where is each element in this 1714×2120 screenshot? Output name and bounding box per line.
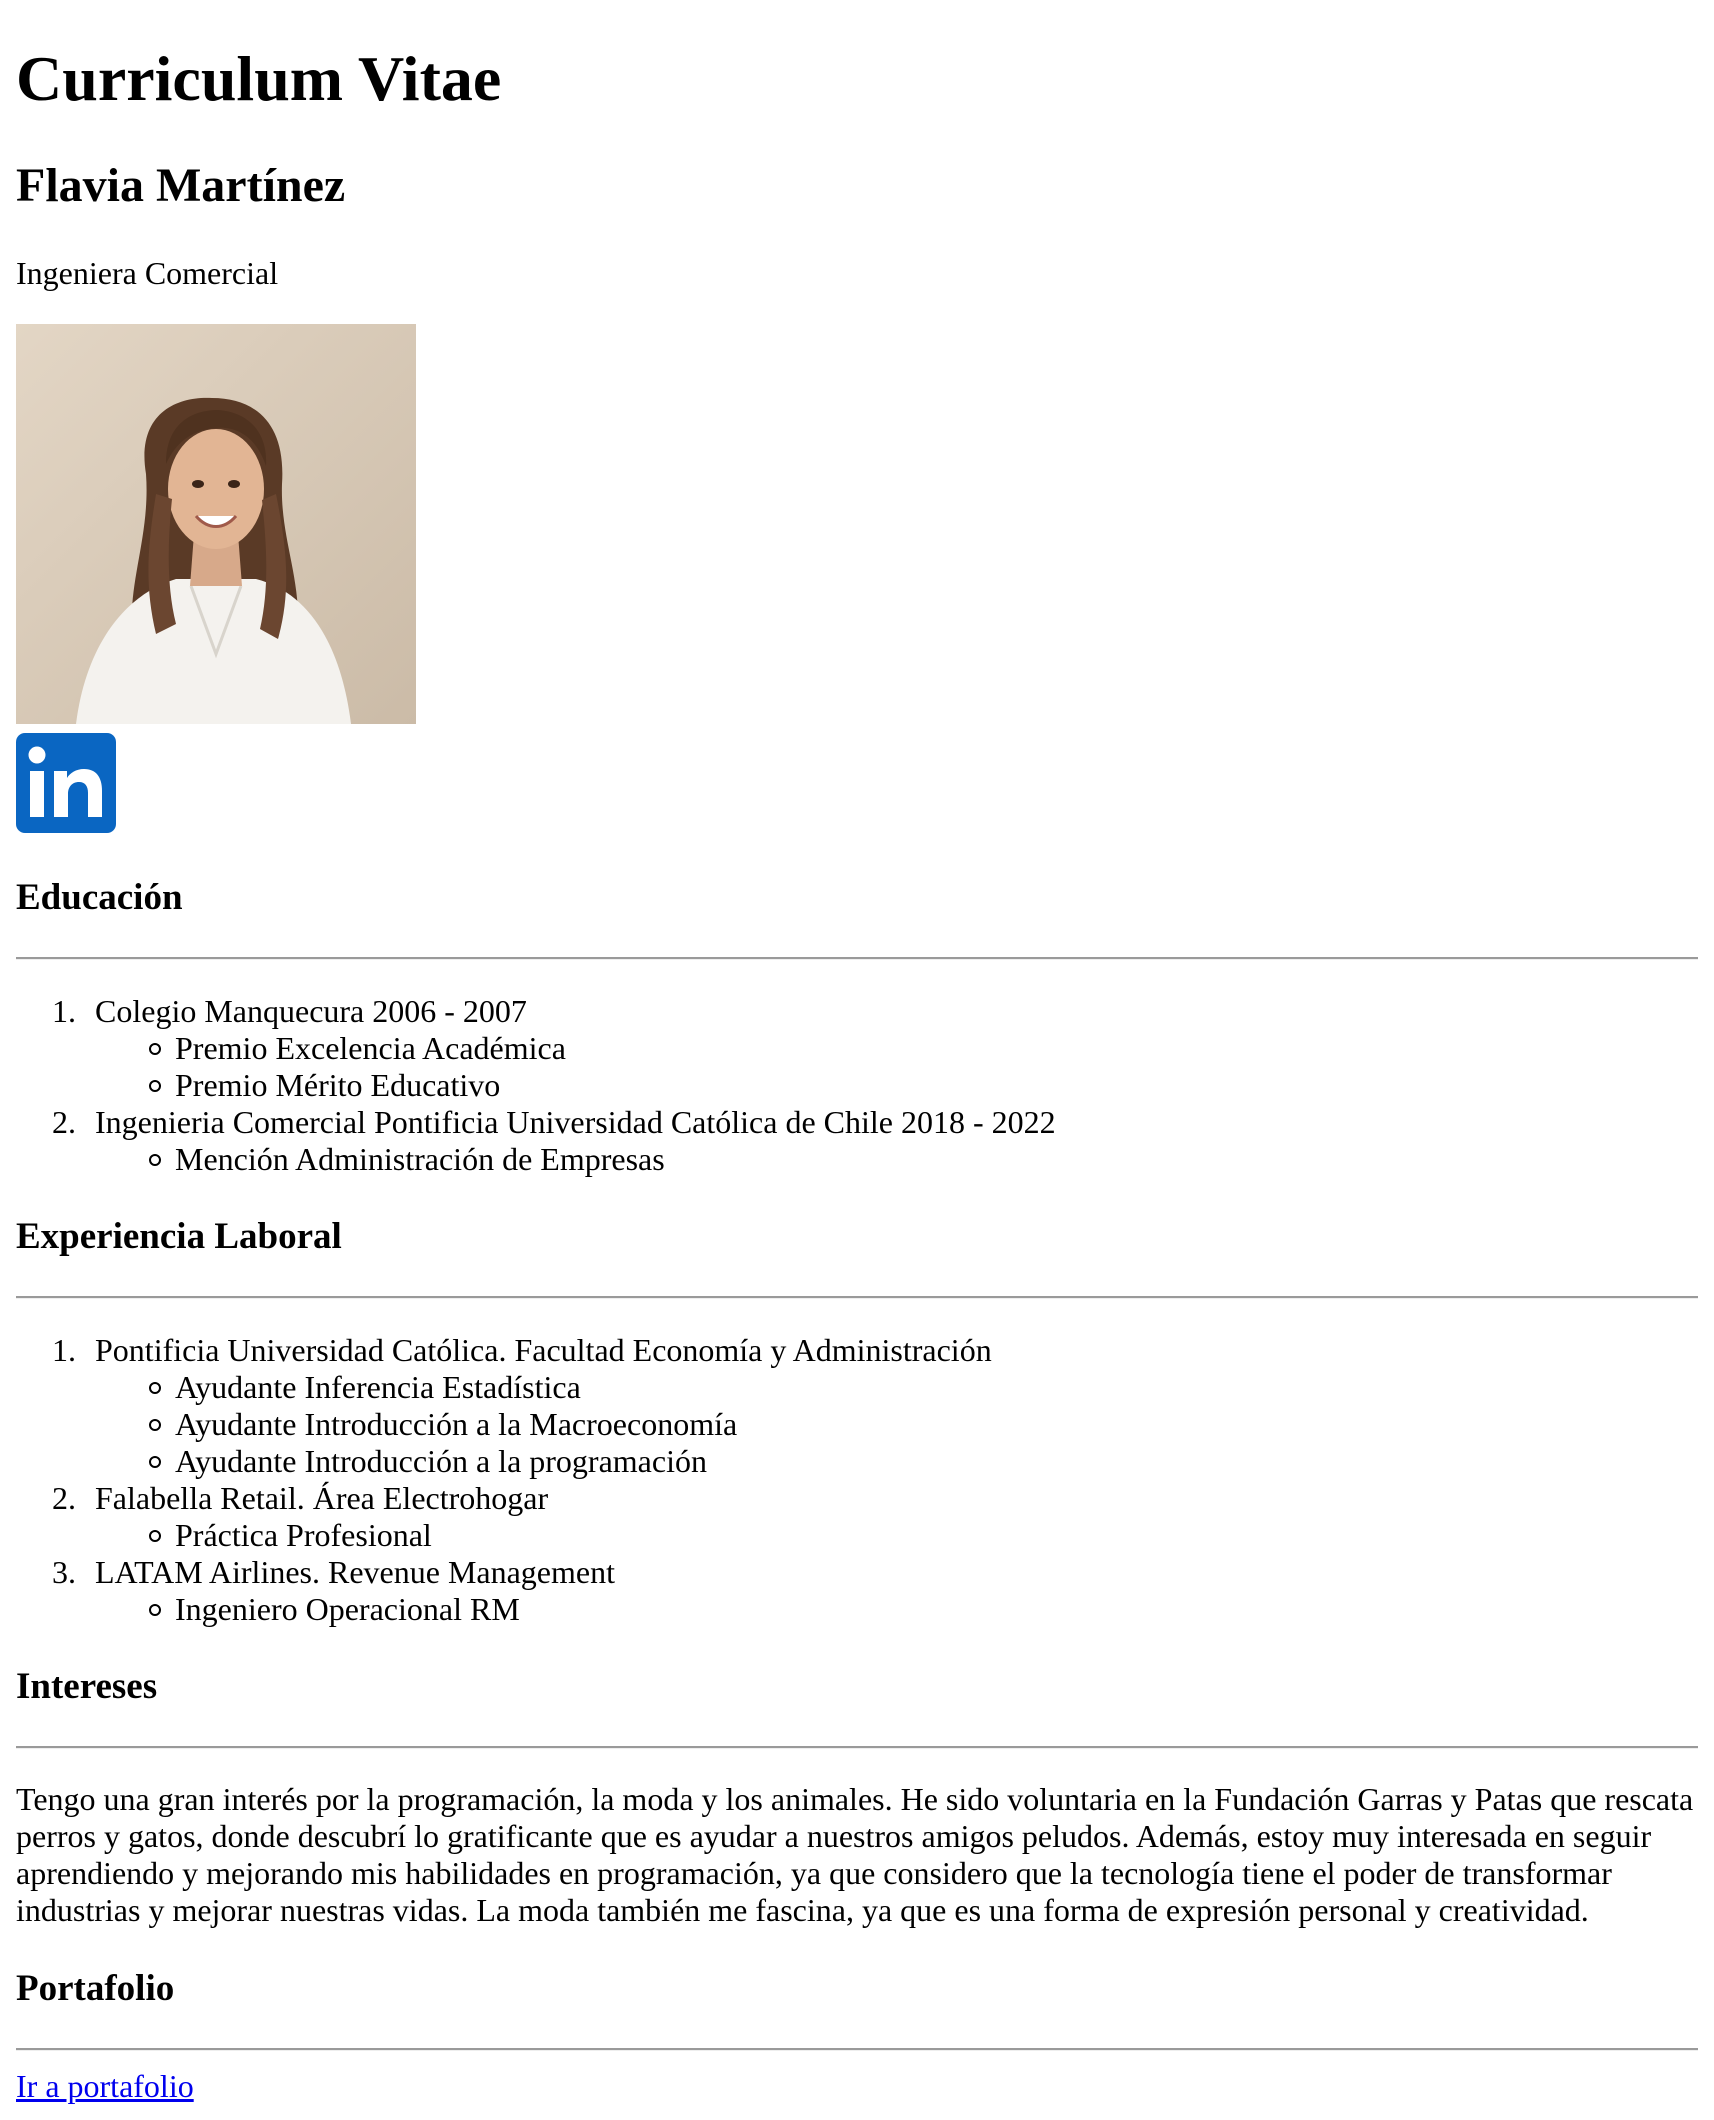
divider bbox=[16, 2048, 1698, 2051]
experience-item: Falabella Retail. Área Electrohogar bbox=[95, 1480, 549, 1516]
divider bbox=[16, 957, 1698, 960]
education-item-number: 2. bbox=[52, 1104, 76, 1140]
experience-item-number: 2. bbox=[52, 1480, 76, 1516]
person-name: Flavia Martínez bbox=[16, 159, 346, 212]
experience-subitem: Ayudante Introducción a la Macroeconomía bbox=[175, 1406, 738, 1442]
divider bbox=[16, 1296, 1698, 1299]
experience-subitem: Práctica Profesional bbox=[175, 1517, 432, 1553]
bullet-icon bbox=[149, 1604, 161, 1616]
education-item: Colegio Manquecura 2006 - 2007 bbox=[95, 993, 527, 1029]
experience-item-number: 3. bbox=[52, 1554, 76, 1590]
experience-item: LATAM Airlines. Revenue Management bbox=[95, 1554, 615, 1590]
profession: Ingeniera Comercial bbox=[16, 255, 279, 291]
experience-subitem: Ayudante Inferencia Estadística bbox=[175, 1369, 581, 1405]
profile-photo bbox=[16, 324, 416, 724]
bullet-icon bbox=[149, 1080, 161, 1092]
education-subitem: Premio Excelencia Académica bbox=[175, 1030, 566, 1066]
divider bbox=[16, 1746, 1698, 1749]
education-subitem: Premio Mérito Educativo bbox=[175, 1067, 501, 1103]
education-item-number: 1. bbox=[52, 993, 76, 1029]
education-item: Ingenieria Comercial Pontificia Universidad Católica de Chile 2018 - 2022 bbox=[95, 1104, 1056, 1140]
interests-text: Tengo una gran interés por la programación, la moda y los animales. He sido voluntaria en la Fundación Garras y Patas que rescata perros y gatos, donde descubrí lo gratificante que es ayudar a nuestros amigos peludos. Además, estoy muy interesada en seguir aprendiendo y mejorando mis habilidades en programación, ya que considero que la tecnología tiene el poder de transformar industrias y mejorar nuestras vidas. La moda también me fascina, ya que es una forma de expresión personal y creatividad. bbox=[16, 1781, 1694, 1928]
portfolio-heading: Portafolio bbox=[16, 1968, 175, 2009]
profile-photo-illustration bbox=[16, 324, 416, 724]
bullet-icon bbox=[149, 1382, 161, 1394]
page-title: Curriculum Vitae bbox=[16, 43, 502, 114]
experience-subitem: Ayudante Introducción a la programación bbox=[175, 1443, 707, 1479]
portfolio-link[interactable]: Ir a portafolio bbox=[16, 2068, 194, 2104]
bullet-icon bbox=[149, 1456, 161, 1468]
interests-heading: Intereses bbox=[16, 1666, 158, 1707]
experience-item-number: 1. bbox=[52, 1332, 76, 1368]
experience-item: Pontificia Universidad Católica. Facultad Economía y Administración bbox=[95, 1332, 992, 1368]
bullet-icon bbox=[149, 1419, 161, 1431]
linkedin-icon[interactable] bbox=[16, 733, 116, 833]
education-heading: Educación bbox=[16, 877, 183, 918]
education-subitem: Mención Administración de Empresas bbox=[175, 1141, 665, 1177]
bullet-icon bbox=[149, 1154, 161, 1166]
experience-subitem: Ingeniero Operacional RM bbox=[175, 1591, 520, 1627]
bullet-icon bbox=[149, 1043, 161, 1055]
bullet-icon bbox=[149, 1530, 161, 1542]
experience-heading: Experiencia Laboral bbox=[16, 1216, 342, 1257]
